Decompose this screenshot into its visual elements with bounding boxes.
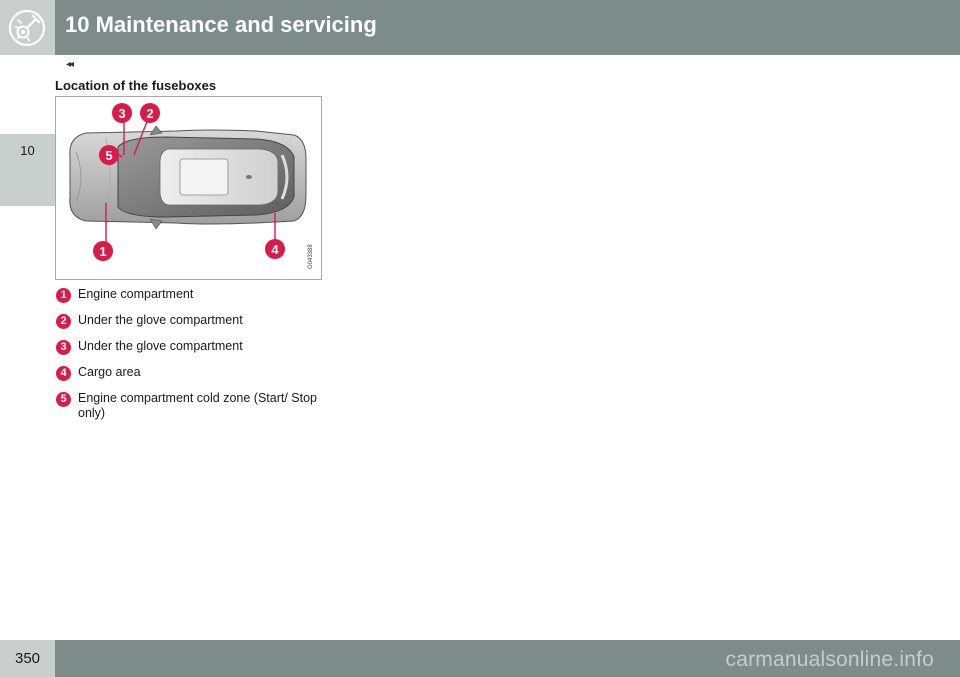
callout-4 <box>265 239 285 259</box>
legend-item <box>55 287 325 302</box>
image-code: G043388 <box>308 244 314 269</box>
footer-bar <box>55 640 960 677</box>
callout-badge: 1 <box>56 288 71 303</box>
svg-text:3: 3 <box>118 106 126 121</box>
previous-page-icon[interactable]: ◂◂ <box>66 59 73 70</box>
callout-3 <box>112 103 132 123</box>
legend-item <box>55 391 325 421</box>
svg-text:1: 1 <box>99 244 107 259</box>
legend-item <box>55 365 325 380</box>
callout-1 <box>93 241 113 261</box>
legend-item <box>55 339 325 354</box>
svg-text:2: 2 <box>146 106 154 121</box>
callout-2 <box>140 103 160 123</box>
legend-item <box>55 313 325 328</box>
callout-legend <box>55 287 325 432</box>
callout-badge: 4 <box>56 366 71 381</box>
legend-text: Engine compartment <box>78 287 194 301</box>
legend-text: Cargo area <box>78 365 141 379</box>
wrench-gear-icon <box>0 0 55 55</box>
callout-badge: 3 <box>56 340 71 355</box>
chapter-tab[interactable] <box>0 134 55 206</box>
svg-text:5: 5 <box>105 148 113 163</box>
callout-badge: 2 <box>56 314 71 329</box>
watermark: carmanualsonline.info <box>725 648 934 671</box>
legend-text: Engine compartment cold zone (Start/ Stop only) <box>78 391 318 420</box>
callout-5 <box>99 145 119 165</box>
page-title: 10 Maintenance and servicing <box>65 12 377 37</box>
header-bar <box>55 0 960 55</box>
svg-text:4: 4 <box>271 242 279 257</box>
section-title: Location of the fuseboxes <box>55 78 217 93</box>
callout-badge: 5 <box>56 392 71 407</box>
fusebox-location-figure <box>55 96 322 280</box>
chapter-icon-box <box>0 0 55 55</box>
chapter-number: 10 <box>20 143 35 158</box>
legend-text: Under the glove compartment <box>78 339 243 353</box>
page-number: 350 <box>14 650 41 667</box>
legend-text: Under the glove compartment <box>78 313 243 327</box>
footer-page-box <box>0 640 55 677</box>
car-top-view-illustration <box>56 97 321 279</box>
